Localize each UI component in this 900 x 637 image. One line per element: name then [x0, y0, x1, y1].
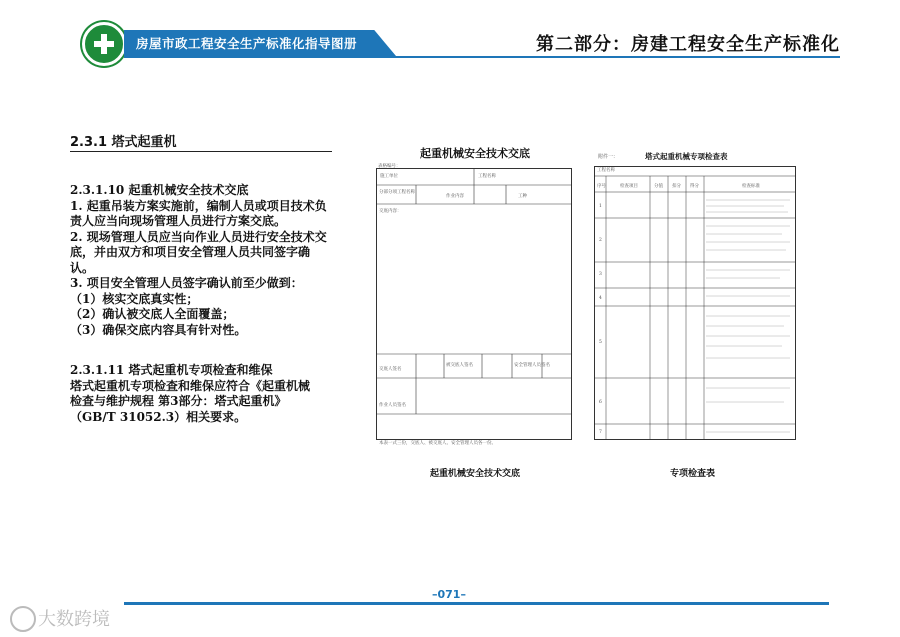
cell-label: 工种	[518, 194, 527, 199]
cell-label: 工程名称	[478, 174, 496, 179]
form-left-title: 起重机械安全技术交底	[420, 147, 530, 160]
page-number: –071–	[432, 588, 466, 601]
table-row-number: 1	[599, 204, 602, 209]
appendix-label: 附件一：	[598, 154, 619, 160]
subsection-2-title: 2.3.1.11 塔式起重机专项检查和维保	[70, 363, 273, 377]
safety-cross-logo-icon	[82, 22, 126, 66]
figure-left-caption: 起重机械安全技术交底	[430, 469, 521, 479]
table-row-number: 6	[599, 400, 602, 405]
body-line: 3. 项目安全管理人员签字确认前至少做到：	[70, 276, 303, 290]
body-line: 2. 现场管理人员应当向作业人员进行安全技术交	[70, 229, 327, 244]
safety-briefing-form	[376, 168, 572, 440]
table-header: 扣分	[672, 184, 681, 189]
cell-label: 交底内容：	[379, 209, 402, 214]
section-divider	[70, 151, 332, 152]
form-number-label: 表格编号：	[378, 164, 401, 169]
form-right-title: 塔式起重机械专项检查表	[645, 152, 728, 161]
cell-label: 施工单位	[380, 174, 398, 179]
body-line: （GB/T 31052.3）相关要求。	[70, 409, 247, 424]
cell-label: 被交底人签名	[446, 363, 473, 368]
body-line: 1. 起重吊装方案实施前，编制人员或项目技术负	[70, 198, 327, 213]
figure-right-caption: 专项检查表	[670, 469, 716, 479]
section-title: 2.3.1 塔式起重机	[70, 135, 177, 150]
subsection-1-title: 2.3.1.10 起重机械安全技术交底	[70, 183, 249, 197]
watermark-logo-icon	[10, 606, 36, 632]
table-row-number: 5	[599, 340, 602, 345]
inspection-checklist-table	[594, 166, 796, 440]
cell-label: 安全管理人员签名	[514, 363, 550, 368]
subsection-2	[70, 363, 370, 425]
body-line: 责人应当向现场管理人员进行方案交底。	[70, 214, 287, 228]
body-line: （2）确认被交底人全面覆盖；	[70, 307, 235, 321]
page-header	[0, 0, 900, 62]
table-header: 分值	[654, 184, 663, 189]
table-row-number: 2	[599, 238, 602, 243]
body-line: （1）核实交底真实性；	[70, 291, 199, 306]
cell-label: 作业内容	[446, 194, 464, 199]
header-divider	[124, 56, 840, 58]
body-line: （3）确保交底内容具有针对性。	[70, 322, 247, 337]
watermark-text: 大数跨境	[38, 609, 110, 630]
table-header: 检查标准	[742, 184, 760, 189]
cell-label: 作业人员签名	[379, 403, 406, 408]
body-line: 底，并由双方和项目安全管理人员共同签字确	[70, 245, 311, 259]
project-name-label: 工程名称	[597, 168, 615, 173]
banner-title: 房屋市政工程安全生产标准化指导图册	[136, 36, 358, 51]
table-header: 检查项目	[620, 184, 638, 189]
cell-label: 交底人签名	[379, 367, 402, 372]
table-row-number: 7	[599, 430, 602, 435]
body-line: 认。	[70, 260, 95, 275]
part-title: 第二部分：房建工程安全生产标准化	[536, 34, 840, 55]
table-row-number: 3	[599, 272, 602, 277]
body-line: 塔式起重机专项检查和维保应符合《起重机械	[70, 378, 311, 393]
body-line: 检查与维护规程 第3部分：塔式起重机》	[70, 394, 287, 408]
subsection-1	[70, 183, 370, 338]
table-header: 序号	[597, 184, 606, 189]
form-footnote: 本表一式三份，交底人、被交底人、安全管理人员各一份。	[379, 441, 496, 446]
table-header: 得分	[690, 184, 699, 189]
footer-divider	[124, 602, 829, 605]
table-row-number: 4	[599, 296, 602, 301]
cell-label: 分部分项工程名称	[379, 190, 415, 195]
